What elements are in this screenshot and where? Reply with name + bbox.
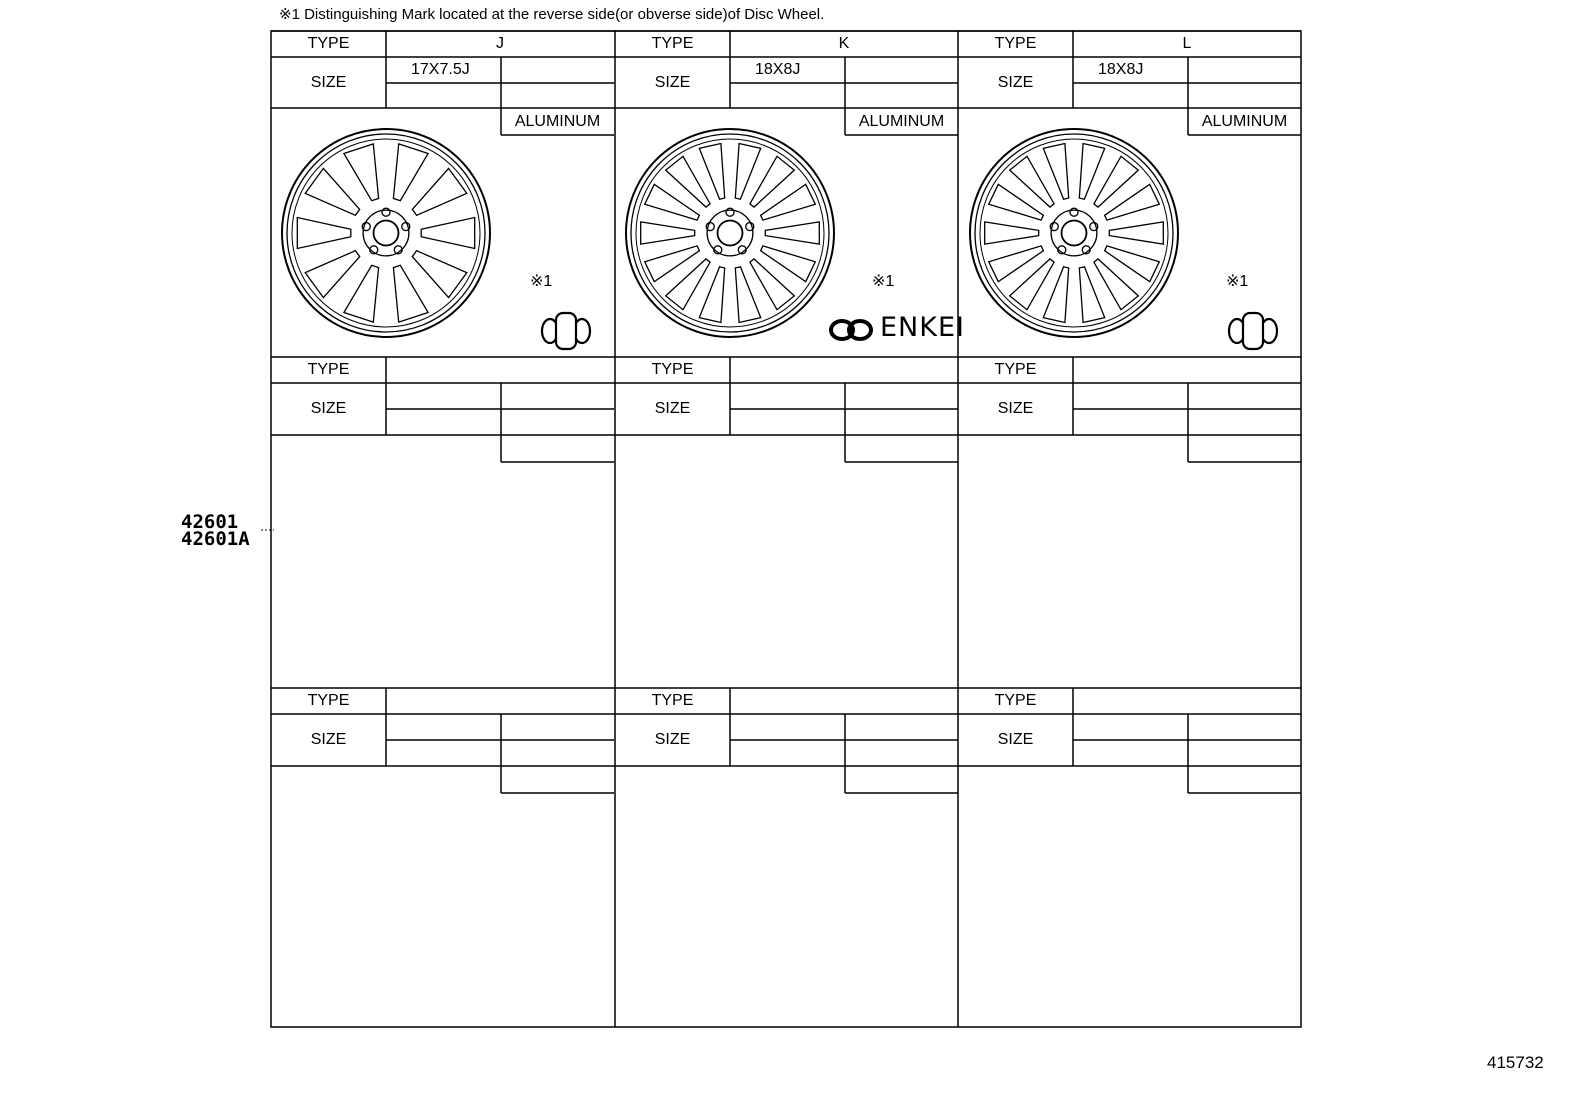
size-label: SIZE xyxy=(654,400,691,417)
mark-reference: ※1 xyxy=(530,273,553,290)
size-value: 17X7.5J xyxy=(411,61,470,78)
size-label: SIZE xyxy=(654,731,691,748)
type-label: TYPE xyxy=(651,35,694,52)
part-number-42601[interactable]: 42601 42601A xyxy=(181,511,250,550)
type-label: TYPE xyxy=(651,692,694,709)
type-label: TYPE xyxy=(994,692,1037,709)
size-label: SIZE xyxy=(310,400,347,417)
material-label: ALUMINUM xyxy=(514,113,601,130)
type-label: TYPE xyxy=(994,361,1037,378)
size-label: SIZE xyxy=(997,731,1034,748)
type-label: TYPE xyxy=(994,35,1037,52)
material-label: ALUMINUM xyxy=(1201,113,1288,130)
type-value-j: J xyxy=(496,35,504,52)
type-value-k: K xyxy=(838,35,850,52)
type-label: TYPE xyxy=(307,692,350,709)
size-value: 18X8J xyxy=(1098,61,1144,78)
type-label: TYPE xyxy=(307,361,350,378)
type-label: TYPE xyxy=(651,361,694,378)
type-value-l: L xyxy=(1182,35,1192,52)
enkei-logo-text: ENKEI xyxy=(880,312,965,343)
size-label: SIZE xyxy=(310,731,347,748)
size-label: SIZE xyxy=(654,73,691,91)
size-label: SIZE xyxy=(997,400,1034,417)
diagram-id: 415732 xyxy=(1487,1053,1544,1072)
mark-reference: ※1 xyxy=(872,273,895,290)
size-label: SIZE xyxy=(310,73,347,91)
mark-reference: ※1 xyxy=(1226,273,1249,290)
material-label: ALUMINUM xyxy=(858,113,945,130)
size-value: 18X8J xyxy=(755,61,801,78)
size-label: SIZE xyxy=(997,73,1034,91)
type-label: TYPE xyxy=(307,35,350,52)
distinguishing-mark-note: ※1 Distinguishing Mark located at the reverse side(or obverse side)of Disc Wheel. xyxy=(279,6,825,23)
